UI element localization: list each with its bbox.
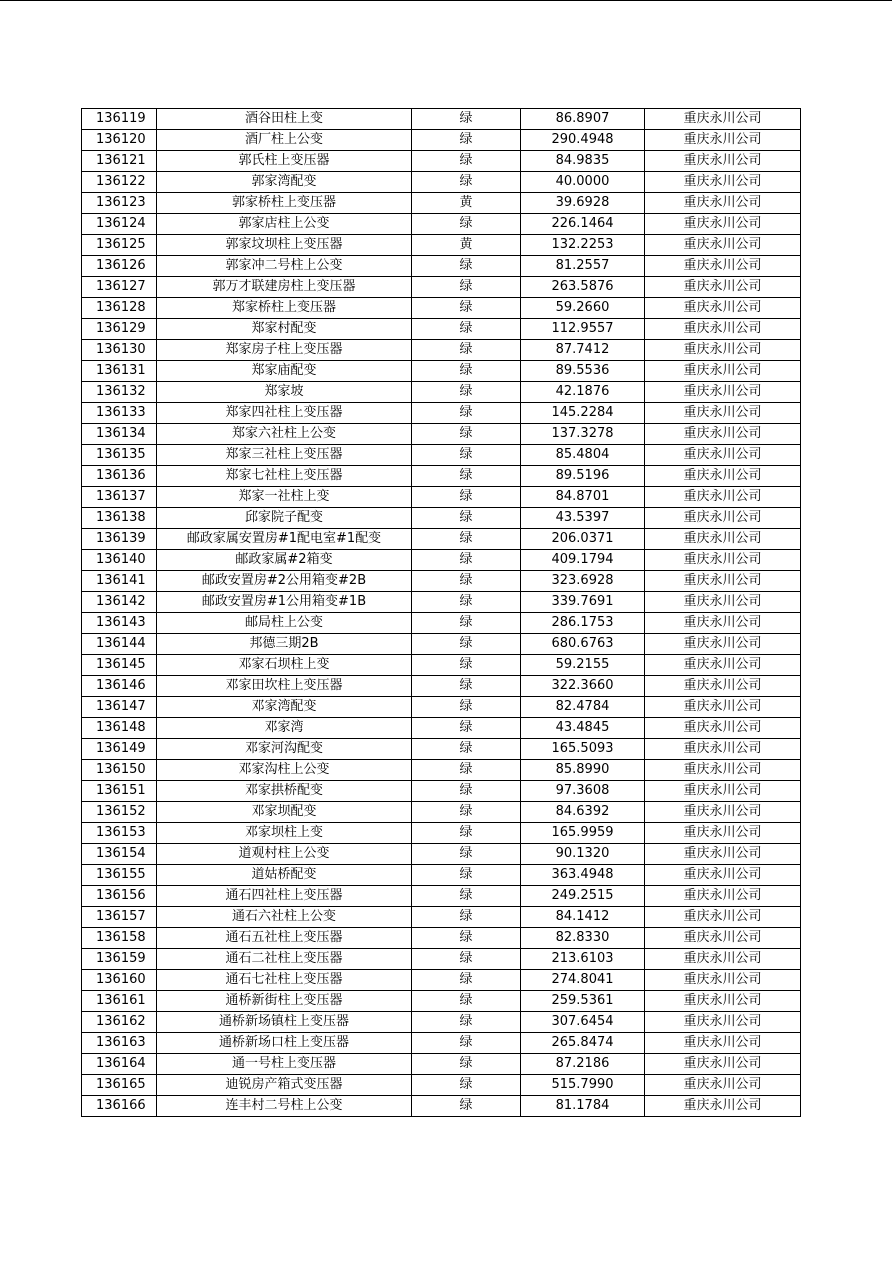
transformer-name-cell: 邮政家属#2箱变 xyxy=(157,550,412,571)
value-cell: 85.4804 xyxy=(521,445,645,466)
status-cell: 绿 xyxy=(412,634,521,655)
transformer-name-cell: 通石五社柱上变压器 xyxy=(157,928,412,949)
company-cell: 重庆永川公司 xyxy=(645,697,801,718)
record-id-cell: 136119 xyxy=(82,109,157,130)
table-row xyxy=(82,634,801,655)
table-row xyxy=(82,697,801,718)
value-cell: 40.0000 xyxy=(521,172,645,193)
table-row xyxy=(82,298,801,319)
value-cell: 226.1464 xyxy=(521,214,645,235)
company-cell: 重庆永川公司 xyxy=(645,760,801,781)
record-id-cell: 136158 xyxy=(82,928,157,949)
transformer-name-cell: 郭家店柱上公变 xyxy=(157,214,412,235)
status-cell: 绿 xyxy=(412,697,521,718)
status-cell: 绿 xyxy=(412,382,521,403)
table-row xyxy=(82,928,801,949)
company-cell: 重庆永川公司 xyxy=(645,256,801,277)
transformer-name-cell: 通石六社柱上公变 xyxy=(157,907,412,928)
transformer-name-cell: 酒厂柱上公变 xyxy=(157,130,412,151)
value-cell: 323.6928 xyxy=(521,571,645,592)
table-row xyxy=(82,235,801,256)
status-cell: 绿 xyxy=(412,655,521,676)
company-cell: 重庆永川公司 xyxy=(645,235,801,256)
company-cell: 重庆永川公司 xyxy=(645,991,801,1012)
value-cell: 137.3278 xyxy=(521,424,645,445)
transformer-name-cell: 郭氏柱上变压器 xyxy=(157,151,412,172)
status-cell: 绿 xyxy=(412,340,521,361)
company-cell: 重庆永川公司 xyxy=(645,886,801,907)
status-cell: 黄 xyxy=(412,235,521,256)
value-cell: 59.2660 xyxy=(521,298,645,319)
status-cell: 绿 xyxy=(412,361,521,382)
status-cell: 绿 xyxy=(412,1033,521,1054)
company-cell: 重庆永川公司 xyxy=(645,1033,801,1054)
table-row xyxy=(82,907,801,928)
table-row xyxy=(82,571,801,592)
record-id-cell: 136145 xyxy=(82,655,157,676)
table-row xyxy=(82,340,801,361)
table-row xyxy=(82,844,801,865)
table-row xyxy=(82,676,801,697)
status-cell: 绿 xyxy=(412,1096,521,1117)
status-cell: 绿 xyxy=(412,508,521,529)
table-body xyxy=(82,109,801,1117)
status-cell: 绿 xyxy=(412,613,521,634)
value-cell: 112.9557 xyxy=(521,319,645,340)
status-cell: 绿 xyxy=(412,256,521,277)
company-cell: 重庆永川公司 xyxy=(645,319,801,340)
table-row xyxy=(82,487,801,508)
record-id-cell: 136142 xyxy=(82,592,157,613)
value-cell: 82.8330 xyxy=(521,928,645,949)
value-cell: 84.8701 xyxy=(521,487,645,508)
value-cell: 213.6103 xyxy=(521,949,645,970)
company-cell: 重庆永川公司 xyxy=(645,130,801,151)
transformer-name-cell: 连丰村二号柱上公变 xyxy=(157,1096,412,1117)
transformer-name-cell: 邮局柱上公变 xyxy=(157,613,412,634)
transformer-name-cell: 郭家坟坝柱上变压器 xyxy=(157,235,412,256)
table-row xyxy=(82,466,801,487)
record-id-cell: 136132 xyxy=(82,382,157,403)
company-cell: 重庆永川公司 xyxy=(645,193,801,214)
value-cell: 84.6392 xyxy=(521,802,645,823)
status-cell: 绿 xyxy=(412,1012,521,1033)
table-row xyxy=(82,802,801,823)
status-cell: 绿 xyxy=(412,886,521,907)
record-id-cell: 136143 xyxy=(82,613,157,634)
status-cell: 绿 xyxy=(412,844,521,865)
company-cell: 重庆永川公司 xyxy=(645,571,801,592)
company-cell: 重庆永川公司 xyxy=(645,361,801,382)
transformer-name-cell: 通石七社柱上变压器 xyxy=(157,970,412,991)
transformer-name-cell: 邮政安置房#1公用箱变#1B xyxy=(157,592,412,613)
transformer-name-cell: 郑家庙配变 xyxy=(157,361,412,382)
record-id-cell: 136152 xyxy=(82,802,157,823)
transformer-name-cell: 通一号柱上变压器 xyxy=(157,1054,412,1075)
table-row xyxy=(82,382,801,403)
transformer-name-cell: 酒谷田柱上变 xyxy=(157,109,412,130)
table-row xyxy=(82,403,801,424)
table-row xyxy=(82,1054,801,1075)
company-cell: 重庆永川公司 xyxy=(645,151,801,172)
transformer-name-cell: 邓家沟柱上公变 xyxy=(157,760,412,781)
company-cell: 重庆永川公司 xyxy=(645,634,801,655)
record-id-cell: 136120 xyxy=(82,130,157,151)
value-cell: 409.1794 xyxy=(521,550,645,571)
status-cell: 绿 xyxy=(412,592,521,613)
table-row xyxy=(82,781,801,802)
record-id-cell: 136157 xyxy=(82,907,157,928)
table-row xyxy=(82,277,801,298)
value-cell: 307.6454 xyxy=(521,1012,645,1033)
record-id-cell: 136156 xyxy=(82,886,157,907)
record-id-cell: 136148 xyxy=(82,718,157,739)
value-cell: 42.1876 xyxy=(521,382,645,403)
company-cell: 重庆永川公司 xyxy=(645,823,801,844)
value-cell: 274.8041 xyxy=(521,970,645,991)
value-cell: 43.5397 xyxy=(521,508,645,529)
company-cell: 重庆永川公司 xyxy=(645,970,801,991)
table-row xyxy=(82,172,801,193)
transformer-name-cell: 通石四社柱上变压器 xyxy=(157,886,412,907)
record-id-cell: 136125 xyxy=(82,235,157,256)
record-id-cell: 136144 xyxy=(82,634,157,655)
record-id-cell: 136121 xyxy=(82,151,157,172)
company-cell: 重庆永川公司 xyxy=(645,802,801,823)
status-cell: 绿 xyxy=(412,676,521,697)
transformer-name-cell: 郑家四社柱上变压器 xyxy=(157,403,412,424)
record-id-cell: 136147 xyxy=(82,697,157,718)
status-cell: 绿 xyxy=(412,970,521,991)
table-row xyxy=(82,508,801,529)
value-cell: 82.4784 xyxy=(521,697,645,718)
value-cell: 87.7412 xyxy=(521,340,645,361)
table-row xyxy=(82,949,801,970)
transformer-name-cell: 道观村柱上公变 xyxy=(157,844,412,865)
company-cell: 重庆永川公司 xyxy=(645,1054,801,1075)
record-id-cell: 136137 xyxy=(82,487,157,508)
status-cell: 绿 xyxy=(412,424,521,445)
record-id-cell: 136138 xyxy=(82,508,157,529)
company-cell: 重庆永川公司 xyxy=(645,214,801,235)
company-cell: 重庆永川公司 xyxy=(645,739,801,760)
table-row xyxy=(82,613,801,634)
table-row xyxy=(82,361,801,382)
table-row xyxy=(82,592,801,613)
value-cell: 515.7990 xyxy=(521,1075,645,1096)
transformer-name-cell: 邓家湾 xyxy=(157,718,412,739)
transformer-name-cell: 邦德三期2B xyxy=(157,634,412,655)
record-id-cell: 136135 xyxy=(82,445,157,466)
transformer-table xyxy=(81,108,801,1117)
value-cell: 263.5876 xyxy=(521,277,645,298)
company-cell: 重庆永川公司 xyxy=(645,781,801,802)
table-row xyxy=(82,319,801,340)
record-id-cell: 136126 xyxy=(82,256,157,277)
value-cell: 265.8474 xyxy=(521,1033,645,1054)
company-cell: 重庆永川公司 xyxy=(645,172,801,193)
transformer-name-cell: 道姑桥配变 xyxy=(157,865,412,886)
table-row xyxy=(82,823,801,844)
company-cell: 重庆永川公司 xyxy=(645,1075,801,1096)
record-id-cell: 136128 xyxy=(82,298,157,319)
value-cell: 59.2155 xyxy=(521,655,645,676)
record-id-cell: 136127 xyxy=(82,277,157,298)
record-id-cell: 136123 xyxy=(82,193,157,214)
transformer-name-cell: 郑家六社柱上公变 xyxy=(157,424,412,445)
transformer-name-cell: 邓家石坝柱上变 xyxy=(157,655,412,676)
value-cell: 90.1320 xyxy=(521,844,645,865)
status-cell: 绿 xyxy=(412,1075,521,1096)
status-cell: 绿 xyxy=(412,760,521,781)
value-cell: 249.2515 xyxy=(521,886,645,907)
company-cell: 重庆永川公司 xyxy=(645,676,801,697)
record-id-cell: 136153 xyxy=(82,823,157,844)
record-id-cell: 136141 xyxy=(82,571,157,592)
status-cell: 绿 xyxy=(412,907,521,928)
company-cell: 重庆永川公司 xyxy=(645,487,801,508)
value-cell: 84.9835 xyxy=(521,151,645,172)
value-cell: 87.2186 xyxy=(521,1054,645,1075)
transformer-name-cell: 邓家湾配变 xyxy=(157,697,412,718)
table-row xyxy=(82,739,801,760)
company-cell: 重庆永川公司 xyxy=(645,550,801,571)
value-cell: 43.4845 xyxy=(521,718,645,739)
value-cell: 89.5196 xyxy=(521,466,645,487)
status-cell: 绿 xyxy=(412,991,521,1012)
status-cell: 绿 xyxy=(412,571,521,592)
transformer-name-cell: 邓家田坎柱上变压器 xyxy=(157,676,412,697)
transformer-name-cell: 郭万才联建房柱上变压器 xyxy=(157,277,412,298)
transformer-name-cell: 郑家三社柱上变压器 xyxy=(157,445,412,466)
transformer-name-cell: 邮政安置房#2公用箱变#2B xyxy=(157,571,412,592)
transformer-name-cell: 邓家河沟配变 xyxy=(157,739,412,760)
status-cell: 绿 xyxy=(412,109,521,130)
status-cell: 绿 xyxy=(412,277,521,298)
record-id-cell: 136150 xyxy=(82,760,157,781)
company-cell: 重庆永川公司 xyxy=(645,907,801,928)
value-cell: 680.6763 xyxy=(521,634,645,655)
transformer-name-cell: 通桥新场镇柱上变压器 xyxy=(157,1012,412,1033)
value-cell: 322.3660 xyxy=(521,676,645,697)
company-cell: 重庆永川公司 xyxy=(645,1096,801,1117)
table-row xyxy=(82,970,801,991)
company-cell: 重庆永川公司 xyxy=(645,529,801,550)
record-id-cell: 136130 xyxy=(82,340,157,361)
status-cell: 黄 xyxy=(412,193,521,214)
record-id-cell: 136140 xyxy=(82,550,157,571)
value-cell: 89.5536 xyxy=(521,361,645,382)
table-row xyxy=(82,424,801,445)
status-cell: 绿 xyxy=(412,403,521,424)
record-id-cell: 136165 xyxy=(82,1075,157,1096)
table-row xyxy=(82,214,801,235)
company-cell: 重庆永川公司 xyxy=(645,298,801,319)
table-row xyxy=(82,193,801,214)
record-id-cell: 136134 xyxy=(82,424,157,445)
transformer-name-cell: 邓家拱桥配变 xyxy=(157,781,412,802)
transformer-name-cell: 迪锐房产箱式变压器 xyxy=(157,1075,412,1096)
transformer-name-cell: 郑家一社柱上变 xyxy=(157,487,412,508)
table-row xyxy=(82,1096,801,1117)
record-id-cell: 136146 xyxy=(82,676,157,697)
table-row xyxy=(82,991,801,1012)
company-cell: 重庆永川公司 xyxy=(645,655,801,676)
company-cell: 重庆永川公司 xyxy=(645,109,801,130)
table-row xyxy=(82,718,801,739)
company-cell: 重庆永川公司 xyxy=(645,445,801,466)
company-cell: 重庆永川公司 xyxy=(645,466,801,487)
table-row xyxy=(82,445,801,466)
value-cell: 363.4948 xyxy=(521,865,645,886)
company-cell: 重庆永川公司 xyxy=(645,718,801,739)
table-row xyxy=(82,1012,801,1033)
value-cell: 86.8907 xyxy=(521,109,645,130)
company-cell: 重庆永川公司 xyxy=(645,928,801,949)
record-id-cell: 136151 xyxy=(82,781,157,802)
transformer-name-cell: 邓家坝配变 xyxy=(157,802,412,823)
record-id-cell: 136124 xyxy=(82,214,157,235)
status-cell: 绿 xyxy=(412,802,521,823)
value-cell: 165.5093 xyxy=(521,739,645,760)
company-cell: 重庆永川公司 xyxy=(645,340,801,361)
status-cell: 绿 xyxy=(412,466,521,487)
transformer-name-cell: 郑家房子柱上变压器 xyxy=(157,340,412,361)
status-cell: 绿 xyxy=(412,214,521,235)
record-id-cell: 136136 xyxy=(82,466,157,487)
company-cell: 重庆永川公司 xyxy=(645,865,801,886)
table-row xyxy=(82,130,801,151)
status-cell: 绿 xyxy=(412,949,521,970)
status-cell: 绿 xyxy=(412,739,521,760)
transformer-name-cell: 郑家坡 xyxy=(157,382,412,403)
transformer-name-cell: 郭家桥柱上变压器 xyxy=(157,193,412,214)
company-cell: 重庆永川公司 xyxy=(645,277,801,298)
value-cell: 39.6928 xyxy=(521,193,645,214)
value-cell: 84.1412 xyxy=(521,907,645,928)
table-row xyxy=(82,256,801,277)
value-cell: 97.3608 xyxy=(521,781,645,802)
company-cell: 重庆永川公司 xyxy=(645,613,801,634)
value-cell: 81.2557 xyxy=(521,256,645,277)
value-cell: 206.0371 xyxy=(521,529,645,550)
status-cell: 绿 xyxy=(412,130,521,151)
status-cell: 绿 xyxy=(412,781,521,802)
status-cell: 绿 xyxy=(412,319,521,340)
status-cell: 绿 xyxy=(412,718,521,739)
status-cell: 绿 xyxy=(412,298,521,319)
value-cell: 286.1753 xyxy=(521,613,645,634)
record-id-cell: 136166 xyxy=(82,1096,157,1117)
value-cell: 259.5361 xyxy=(521,991,645,1012)
company-cell: 重庆永川公司 xyxy=(645,949,801,970)
value-cell: 85.8990 xyxy=(521,760,645,781)
table-row xyxy=(82,760,801,781)
transformer-name-cell: 郑家村配变 xyxy=(157,319,412,340)
status-cell: 绿 xyxy=(412,172,521,193)
status-cell: 绿 xyxy=(412,823,521,844)
status-cell: 绿 xyxy=(412,529,521,550)
transformer-name-cell: 通石二社柱上变压器 xyxy=(157,949,412,970)
company-cell: 重庆永川公司 xyxy=(645,403,801,424)
company-cell: 重庆永川公司 xyxy=(645,508,801,529)
status-cell: 绿 xyxy=(412,550,521,571)
value-cell: 145.2284 xyxy=(521,403,645,424)
value-cell: 132.2253 xyxy=(521,235,645,256)
record-id-cell: 136131 xyxy=(82,361,157,382)
transformer-name-cell: 郑家七社柱上变压器 xyxy=(157,466,412,487)
status-cell: 绿 xyxy=(412,865,521,886)
transformer-name-cell: 邓家坝柱上变 xyxy=(157,823,412,844)
record-id-cell: 136149 xyxy=(82,739,157,760)
company-cell: 重庆永川公司 xyxy=(645,592,801,613)
table-row xyxy=(82,865,801,886)
value-cell: 290.4948 xyxy=(521,130,645,151)
table-row xyxy=(82,550,801,571)
transformer-name-cell: 通桥新街柱上变压器 xyxy=(157,991,412,1012)
record-id-cell: 136164 xyxy=(82,1054,157,1075)
record-id-cell: 136161 xyxy=(82,991,157,1012)
transformer-name-cell: 邮政家属安置房#1配电室#1配变 xyxy=(157,529,412,550)
record-id-cell: 136163 xyxy=(82,1033,157,1054)
record-id-cell: 136139 xyxy=(82,529,157,550)
record-id-cell: 136133 xyxy=(82,403,157,424)
company-cell: 重庆永川公司 xyxy=(645,844,801,865)
status-cell: 绿 xyxy=(412,928,521,949)
transformer-name-cell: 通桥新场口柱上变压器 xyxy=(157,1033,412,1054)
status-cell: 绿 xyxy=(412,1054,521,1075)
table-row xyxy=(82,1075,801,1096)
transformer-name-cell: 郭家湾配变 xyxy=(157,172,412,193)
transformer-name-cell: 邱家院子配变 xyxy=(157,508,412,529)
status-cell: 绿 xyxy=(412,151,521,172)
status-cell: 绿 xyxy=(412,445,521,466)
transformer-name-cell: 郑家桥柱上变压器 xyxy=(157,298,412,319)
record-id-cell: 136155 xyxy=(82,865,157,886)
company-cell: 重庆永川公司 xyxy=(645,1012,801,1033)
table-row xyxy=(82,529,801,550)
status-cell: 绿 xyxy=(412,487,521,508)
company-cell: 重庆永川公司 xyxy=(645,382,801,403)
record-id-cell: 136160 xyxy=(82,970,157,991)
transformer-name-cell: 郭家冲二号柱上公变 xyxy=(157,256,412,277)
table-row xyxy=(82,109,801,130)
record-id-cell: 136159 xyxy=(82,949,157,970)
table-row xyxy=(82,151,801,172)
record-id-cell: 136129 xyxy=(82,319,157,340)
table-row xyxy=(82,886,801,907)
record-id-cell: 136154 xyxy=(82,844,157,865)
record-id-cell: 136162 xyxy=(82,1012,157,1033)
company-cell: 重庆永川公司 xyxy=(645,424,801,445)
value-cell: 165.9959 xyxy=(521,823,645,844)
top-border-line xyxy=(0,0,892,1)
record-id-cell: 136122 xyxy=(82,172,157,193)
value-cell: 81.1784 xyxy=(521,1096,645,1117)
value-cell: 339.7691 xyxy=(521,592,645,613)
table-row xyxy=(82,655,801,676)
table-row xyxy=(82,1033,801,1054)
